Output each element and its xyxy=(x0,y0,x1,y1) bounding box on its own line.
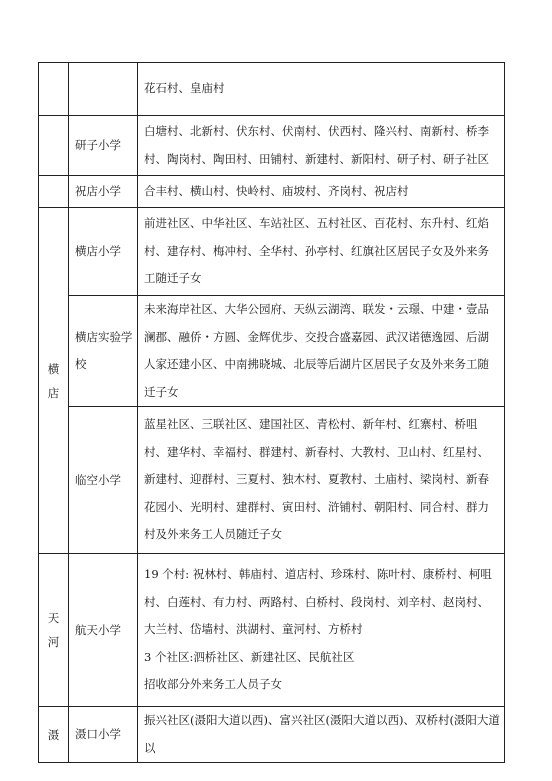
scope-text: 蓝星社区、三联社区、建国社区、青松村、新年村、红寨村、桥咀村、建华村、幸福村、群建村、新春村、大教村、卫山村、红星村、新建村、迎群村、三夏村、独木村、夏教村、土庙村、梁岗村、新春花园小、光明村、建群村、寅田村、浒铺村、朝阳村、同合村、群力村及外来务工人员随迁子女 xyxy=(144,417,489,542)
town-name-cell xyxy=(39,707,69,763)
town-cell-continued xyxy=(39,176,69,208)
district-scope-cell xyxy=(138,296,505,407)
town-cell-continued xyxy=(39,116,69,176)
scope-text: 未来海岸社区、大华公园府、天纵云湖湾、联发・云璟、中建・壹品澜郡、融侨・方圆、金辉优步、交投合盛嘉园、武汉诺德逸园、后湖人家还建小区、中南拂晓城、北辰等后湖片区居民子女及外来务工随迁子女 xyxy=(144,302,489,399)
scope-text: 振兴社区(滠阳大道以西)、富兴社区(滠阳大道以西)、双桥村(滠阳大道以 xyxy=(144,713,500,755)
scope-text: 前进社区、中华社区、车站社区、五村社区、百花村、东升村、红焰村、建存村、梅冲村、全华村、孙亭村、红旗社区居民子女及外来务工随迁子女 xyxy=(144,216,489,286)
scope-text: 花石村、皇庙村 xyxy=(144,81,225,96)
town-char: 河 xyxy=(47,635,60,649)
table-row xyxy=(39,407,505,554)
scope-text: 3 个社区:泗桥社区、新建社区、民航社区 xyxy=(144,649,355,664)
school-name-cell: 横店小学 xyxy=(69,208,138,296)
scope-text: 招收部分外来务工人员子女 xyxy=(144,677,282,692)
school-name-cell: 研子小学 xyxy=(69,116,138,176)
scope-text: 白塘村、北新村、伏东村、伏南村、伏西村、隆兴村、南新村、桥李村、陶岗村、陶田村、田铺村、新建村、新阳村、研子村、研子社区 xyxy=(144,124,489,166)
school-name-cell: 祝店小学 xyxy=(69,176,138,208)
scope-text: 合丰村、横山村、快岭村、庙坡村、齐岗村、祝店村 xyxy=(144,183,409,198)
table-row xyxy=(39,554,505,707)
town-name-cell xyxy=(39,554,69,707)
table-row xyxy=(39,707,505,763)
school-name-cell xyxy=(69,63,138,116)
table-row xyxy=(39,63,505,116)
school-name-cell: 航天小学 xyxy=(69,554,138,707)
town-char: 店 xyxy=(47,385,60,400)
town-char: 横 xyxy=(47,361,60,376)
town-name-cell xyxy=(39,208,69,554)
table-row xyxy=(39,176,505,208)
district-scope-cell xyxy=(138,63,505,116)
district-scope-cell xyxy=(138,176,505,208)
school-name-cell: 滠口小学 xyxy=(69,707,138,763)
school-name-cell: 横店实验学校 xyxy=(69,296,138,407)
district-scope-cell xyxy=(138,707,505,763)
district-scope-cell xyxy=(138,208,505,296)
table-row xyxy=(39,208,505,296)
school-zone-table xyxy=(38,62,505,763)
town-char: 滠 xyxy=(47,727,60,742)
town-char: 天 xyxy=(47,611,60,625)
table-row xyxy=(39,296,505,407)
school-name-cell: 临空小学 xyxy=(69,407,138,554)
table-row xyxy=(39,116,505,176)
district-scope-cell xyxy=(138,407,505,554)
district-scope-cell xyxy=(138,116,505,176)
scope-text: 19 个村: 祝林村、韩庙村、道店村、珍珠村、陈叶村、康桥村、柯咀村、白莲村、有力村、两路村、白桥村、段岗村、刘辛村、赵岗村、大兰村、岱墙村、洪湖村、童河村、方桥村 xyxy=(144,567,492,637)
district-scope-cell xyxy=(138,554,505,707)
town-cell-continued xyxy=(39,63,69,116)
